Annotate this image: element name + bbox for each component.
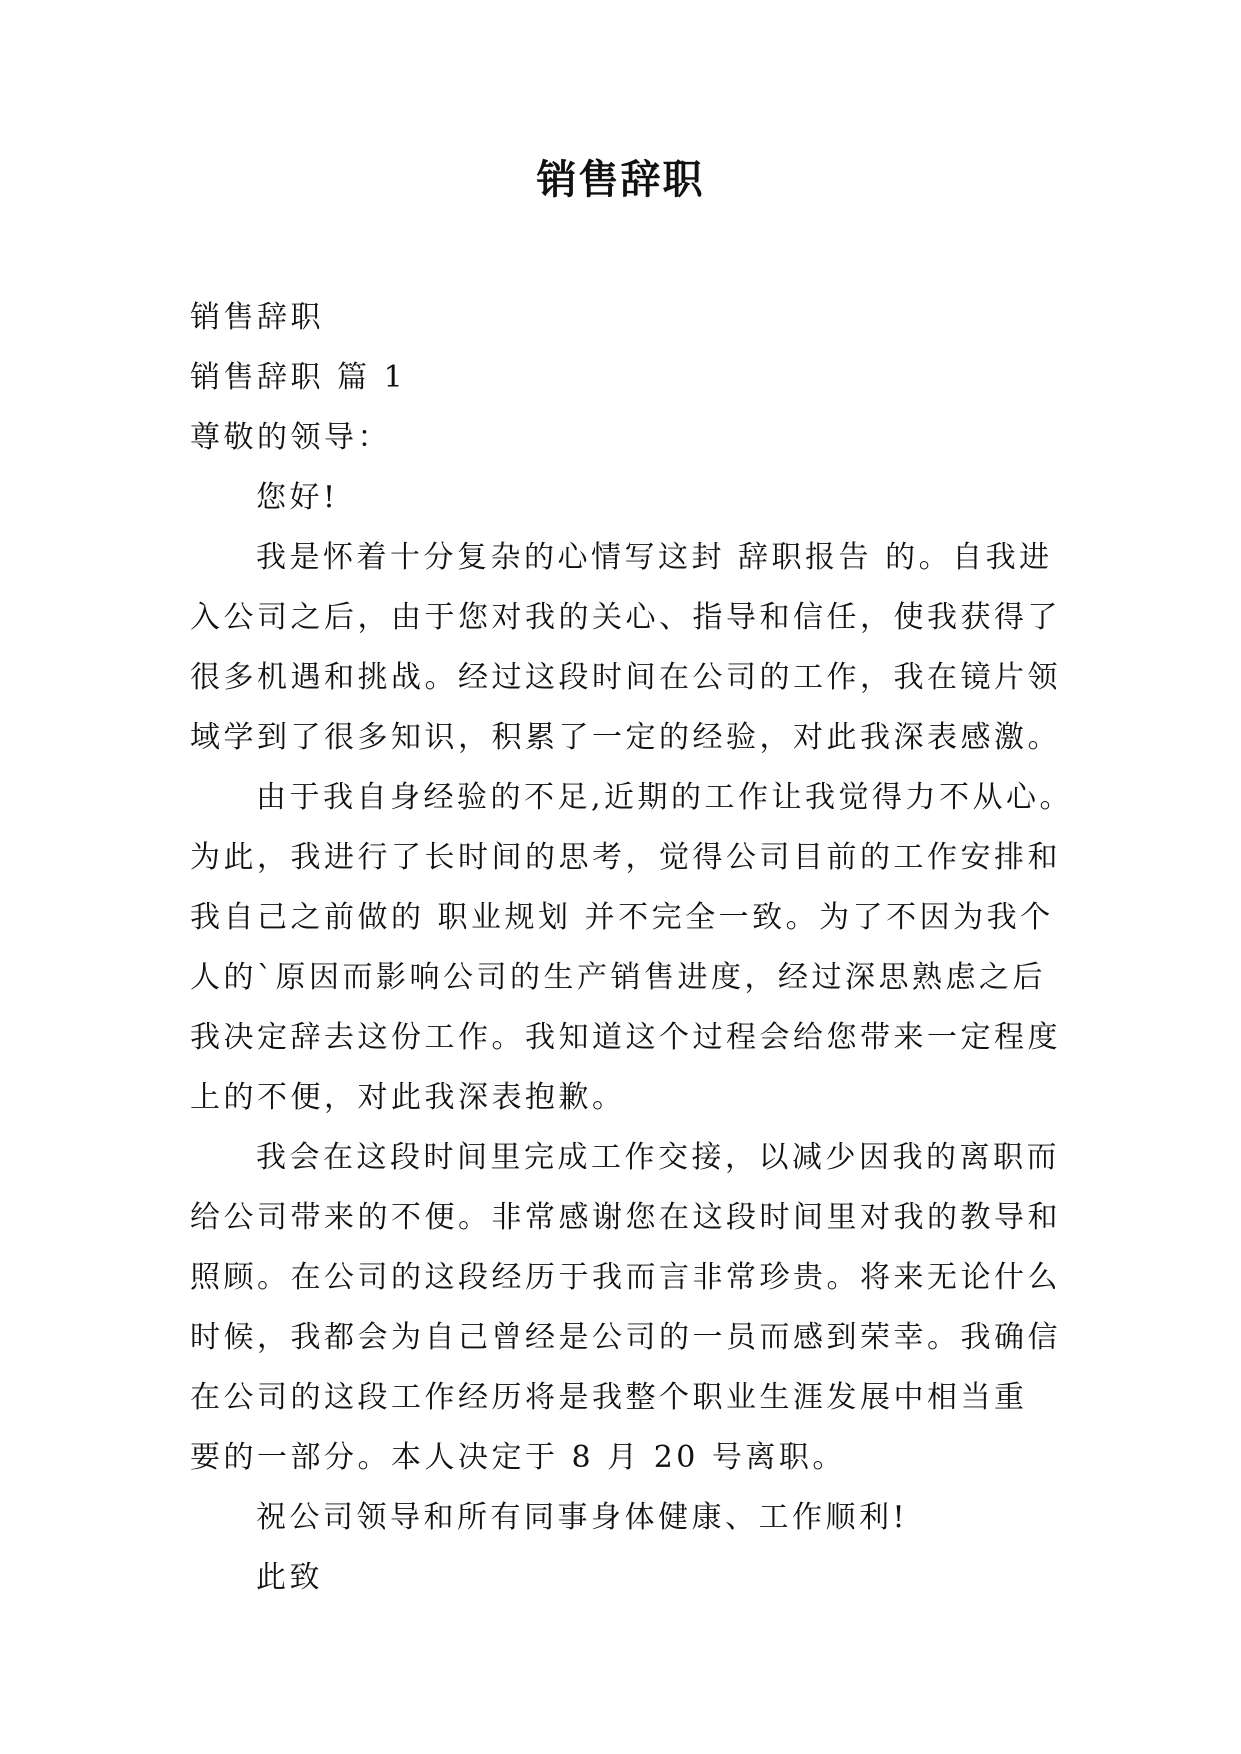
document-body xyxy=(190,288,1074,1608)
doc-heading: 销售辞职 xyxy=(190,300,324,335)
paragraph-3-line: 在公司的这段工作经历将是我整个职业生涯发展中相当重 xyxy=(190,1380,1028,1415)
paragraph-3-line: 要的一部分。本人决定于 8 月 20 号离职。 xyxy=(190,1440,846,1475)
closing-phrase: 此致 xyxy=(256,1560,323,1595)
greeting: 您好! xyxy=(256,480,339,515)
document-title: 销售辞职 xyxy=(536,157,705,203)
salutation: 尊敬的领导： xyxy=(190,420,391,455)
paragraph-1-line: 我是怀着十分复杂的心情写这封 辞职报告 的。自我进 xyxy=(256,540,1053,575)
paragraph-2-line: 我决定辞去这份工作。我知道这个过程会给您带来一定程度 xyxy=(190,1020,1061,1055)
paragraph-2-line: 由于我自身经验的不足,近期的工作让我觉得力不从心。 xyxy=(256,780,1074,815)
paragraph-3-line: 我会在这段时间里完成工作交接，以减少因我的离职而 xyxy=(256,1140,1060,1175)
paragraph-2-line: 为此，我进行了长时间的思考，觉得公司目前的工作安排和 xyxy=(190,840,1061,875)
closing-wishes: 祝公司领导和所有同事身体健康、工作顺利! xyxy=(256,1500,909,1535)
paragraph-2-line: 人的`原因而影响公司的生产销售进度，经过深思熟虑之后 xyxy=(190,960,1046,995)
paragraph-2-line: 上的不便，对此我深表抱歉。 xyxy=(190,1080,626,1115)
paragraph-1-line: 很多机遇和挑战。经过这段时间在公司的工作，我在镜片领 xyxy=(190,660,1061,695)
paragraph-3-line: 给公司带来的不便。非常感谢您在这段时间里对我的教导和 xyxy=(190,1200,1061,1235)
paragraph-3-line: 照顾。在公司的这段经历于我而言非常珍贵。将来无论什么 xyxy=(190,1260,1061,1295)
doc-subheading: 销售辞职 篇 1 xyxy=(190,360,407,395)
paragraph-3-line: 时候，我都会为自己曾经是公司的一员而感到荣幸。我确信 xyxy=(190,1320,1061,1355)
paragraph-2-line: 我自己之前做的 职业规划 并不完全一致。为了不因为我个 xyxy=(190,900,1054,935)
paragraph-1-line: 域学到了很多知识，积累了一定的经验，对此我深表感激。 xyxy=(190,720,1061,755)
paragraph-1-line: 入公司之后，由于您对我的关心、指导和信任，使我获得了 xyxy=(190,600,1061,635)
